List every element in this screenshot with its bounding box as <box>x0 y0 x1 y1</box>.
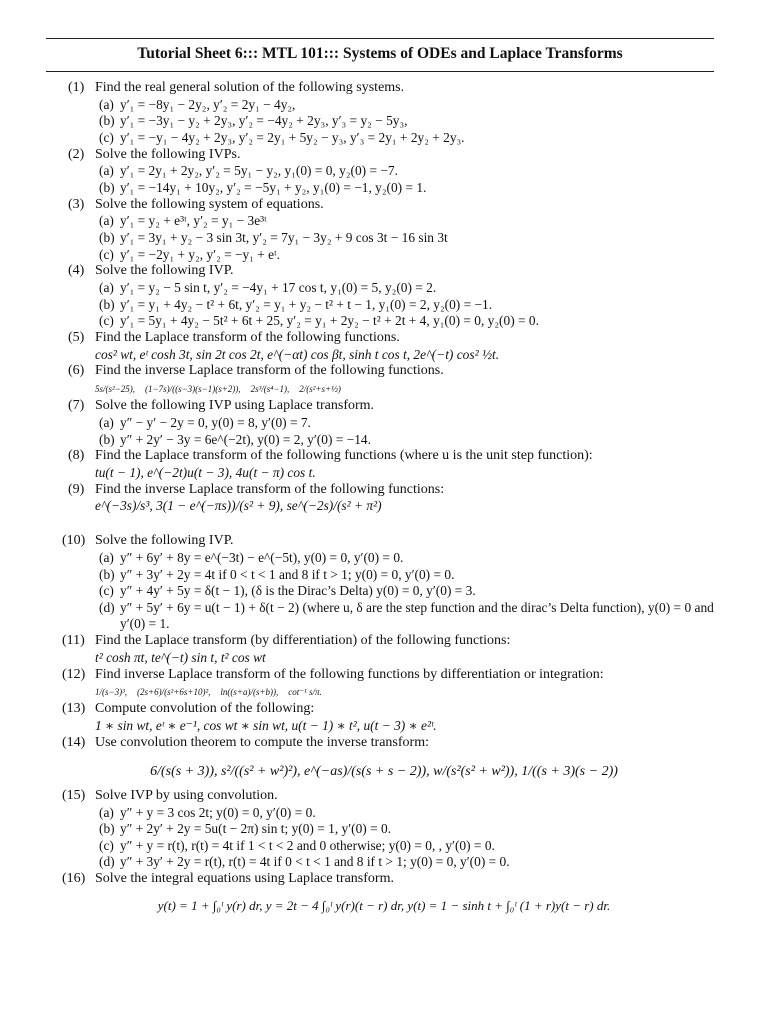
item-text: y′₁ = 2y₁ + 2y₂, y′₂ = 5y₁ − y₂, y₁(0) = 0, y₂(0) = −7. <box>120 163 398 179</box>
problem-number: (9) <box>68 481 85 497</box>
item-label: (b) <box>99 229 115 245</box>
item-label: (d) <box>99 854 115 870</box>
fraction: 2/(s²+s+½) <box>299 384 341 395</box>
problem-number: (14) <box>62 735 86 751</box>
problem-3 <box>0 197 768 264</box>
problem-statement: Solve the following IVP. <box>95 533 234 549</box>
problem-number: (13) <box>62 701 86 717</box>
function-list: tu(t − 1), e^(−2t)u(t − 3), 4u(t − π) cos t. <box>95 464 316 480</box>
problem-statement: Use convolution theorem to compute the inverse transform: <box>95 735 429 751</box>
problem-statement: Solve IVP by using convolution. <box>95 787 278 803</box>
problem-13 <box>0 701 768 735</box>
item-text: y″ + 2y′ − 3y = 6e^(−2t), y(0) = 2, y′(0) = −14. <box>120 431 371 447</box>
fraction: (1−7s)/((s−3)(s−1)(s+2)), <box>145 384 241 395</box>
item-text: y′₁ = y₁ + 4y₂ − t² + 6t, y′₂ = y₁ + y₂ − t² + t − 1, y₁(0) = 2, y₂(0) = −1. <box>120 296 493 312</box>
item-text: y′₁ = −3y₁ − y₂ + 2y₃, y′₂ = −4y₂ + 2y₃, y′₃ = y₂ − 5y₃, <box>120 113 408 129</box>
fraction: cot⁻¹ s/π. <box>288 687 322 698</box>
problem-statement: Find the Laplace transform (by differentiation) of the following functions: <box>95 633 511 649</box>
fraction: 5s/(s²−25), <box>95 384 136 395</box>
problem-number: (5) <box>68 329 85 345</box>
fraction: (2s+6)/(s²+6s+10)², <box>137 687 211 698</box>
problem-statement: Solve the integral equations using Laplace transform. <box>95 871 394 886</box>
section-gap <box>0 515 768 533</box>
problem-statement: Find the real general solution of the following systems. <box>95 80 405 95</box>
item-label: (a) <box>99 550 114 566</box>
item-label: (c) <box>99 129 114 145</box>
header-rule-bottom <box>46 71 714 72</box>
integral-equations: y(t) = 1 + ∫₀ᵗ y(r) dr, y = 2t − 4 ∫₀ᵗ y(r)(t − r) dr, y(t) = 1 − sinh t + ∫₀ᵗ (1 + r)y(t − r) dr. <box>157 897 611 913</box>
problem-statement: Find the Laplace transform of the following functions (where u is the unit step function): <box>95 448 593 464</box>
item-text: y′₁ = −y₁ − 4y₂ + 2y₃, y′₂ = 2y₁ + 5y₂ − y₃, y′₃ = 2y₁ + 2y₂ + 2y₃. <box>120 129 465 145</box>
display-equation: 6/(s(s + 3)), s²/((s² + w²)²), e^(−as)/(s(s + s − 2)), w/(s²(s² + w²)), 1/((s + 3)(s − 2)) <box>150 763 618 779</box>
problem-number: (10) <box>62 533 86 549</box>
problem-statement: Compute convolution of the following: <box>95 701 315 717</box>
item-label: (a) <box>99 163 114 179</box>
problem-number: (16) <box>62 871 86 886</box>
problem-11 <box>0 633 768 667</box>
problem-2 <box>0 147 768 197</box>
problem-6 <box>0 363 768 398</box>
problem-number: (4) <box>68 263 85 279</box>
item-text: y″ + 3y′ + 2y = r(t), r(t) = 4t if 0 < t < 1 and 8 if t > 1; y(0) = 0, y′(0) = 0. <box>120 854 510 870</box>
item-label: (a) <box>99 213 114 229</box>
item-text: y′₁ = 5y₁ + 4y₂ − 5t² + 6t + 25, y′₂ = y₁ + 2y₂ − t² + 2t + 4, y₁(0) = 0, y₂(0) = 0. <box>120 313 539 329</box>
item-label: (b) <box>99 179 115 195</box>
fraction-list <box>0 380 768 398</box>
item-text: y″ + y = r(t), r(t) = 4t if 1 < t < 2 and 0 otherwise; y(0) = 0, , y′(0) = 0. <box>120 837 495 853</box>
problem-8 <box>0 448 768 482</box>
item-label: (b) <box>99 566 115 582</box>
problem-10 <box>0 533 768 633</box>
item-text: y′₁ = −2y₁ + y₂, y′₂ = −y₁ + eᵗ. <box>120 246 281 262</box>
problem-12 <box>0 667 768 702</box>
function-list: cos² wt, eᵗ cosh 3t, sin 2t cos 2t, e^(−αt) cos βt, sinh t cos t, 2e^(−t) cos² ½t. <box>95 346 500 362</box>
item-label: (b) <box>99 821 115 837</box>
item-text: y′₁ = y₂ + e³ᵗ, y′₂ = y₁ − 3e³ᵗ <box>120 213 267 229</box>
problem-number: (1) <box>68 80 85 95</box>
fraction-list <box>0 683 768 701</box>
item-text: y″ + 4y′ + 5y = δ(t − 1), (δ is the Dirac’s Delta) y(0) = 0, y′(0) = 3. <box>120 583 476 599</box>
item-label: (a) <box>99 804 114 820</box>
problem-14 <box>0 735 768 788</box>
problem-number: (12) <box>62 666 86 682</box>
item-text: y″ + 2y′ + 2y = 5u(t − 2π) sin t; y(0) = 1, y′(0) = 0. <box>120 821 392 837</box>
problem-7 <box>0 398 768 448</box>
fraction: ln((s+a)/(s+b)), <box>220 687 279 698</box>
problem-16 <box>0 871 768 916</box>
fraction: 1/(s−3)³, <box>95 687 128 698</box>
item-label: (c) <box>99 246 114 262</box>
item-text: y′₁ = 3y₁ + y₂ − 3 sin 3t, y′₂ = 7y₁ − 3y₂ + 9 cos 3t − 16 sin 3t <box>120 229 448 245</box>
problem-5 <box>0 330 768 364</box>
problem-statement: Solve the following IVP. <box>95 263 234 279</box>
item-text: y′₁ = y₂ − 5 sin t, y′₂ = −4y₁ + 17 cos t, y₁(0) = 5, y₂(0) = 2. <box>120 279 437 295</box>
problem-9 <box>0 482 768 516</box>
item-label: (b) <box>99 113 115 129</box>
item-label: (d) <box>99 599 115 615</box>
item-label: (c) <box>99 313 114 329</box>
problem-statement: Solve the following IVP using Laplace transform. <box>95 398 375 414</box>
item-text: y′₁ = −8y₁ − 2y₂, y′₂ = 2y₁ − 4y₂, <box>120 96 296 112</box>
problem-statement: Find the Laplace transform of the following functions. <box>95 329 400 345</box>
problem-number: (8) <box>68 448 85 464</box>
problem-statement: Find the inverse Laplace transform of the following functions: <box>95 481 445 497</box>
function-list: 1 ∗ sin wt, eᵗ ∗ e⁻¹, cos wt ∗ sin wt, u(t − 1) ∗ t², u(t − 3) ∗ e²ᵗ. <box>95 718 437 734</box>
problem-15 <box>0 788 768 871</box>
item-text: y″ + y = 3 cos 2t; y(0) = 0, y′(0) = 0. <box>120 804 316 820</box>
fraction: 2s³/(s⁴−1), <box>250 384 290 395</box>
item-text: y″ − y′ − 2y = 0, y(0) = 8, y′(0) = 7. <box>120 414 311 430</box>
item-label: (a) <box>99 96 114 112</box>
problem-number: (15) <box>62 787 86 803</box>
problem-statement: Find inverse Laplace transform of the following functions by differentiation or integration: <box>95 666 604 682</box>
problem-number: (7) <box>68 398 85 414</box>
item-label: (c) <box>99 583 114 599</box>
header-rule-top <box>46 38 714 39</box>
item-label: (b) <box>99 296 115 312</box>
problem-number: (6) <box>68 363 85 379</box>
item-label: (a) <box>99 414 114 430</box>
problem-number: (3) <box>68 196 85 212</box>
item-text: y″ + 3y′ + 2y = 4t if 0 < t < 1 and 8 if t > 1; y(0) = 0, y′(0) = 0. <box>120 566 455 582</box>
problem-number: (2) <box>68 146 85 162</box>
problem-statement: Solve the following system of equations. <box>95 196 324 212</box>
problem-4 <box>0 263 768 330</box>
item-label: (a) <box>99 279 114 295</box>
problem-statement: Find the inverse Laplace transform of the following functions. <box>95 363 444 379</box>
item-text: y″ + 5y′ + 6y = u(t − 1) + δ(t − 2) (where u, δ are the step function and the dirac’s Delta function), y(0) = 0 and y′(0) = 1. <box>120 599 714 632</box>
item-label: (b) <box>99 431 115 447</box>
problem-number: (11) <box>62 633 85 649</box>
item-label: (c) <box>99 837 114 853</box>
item-text: y″ + 6y′ + 8y = e^(−3t) − e^(−5t), y(0) = 0, y′(0) = 0. <box>120 550 404 566</box>
function-list: t² cosh πt, te^(−t) sin t, t² cos wt <box>95 649 266 665</box>
problem-statement: Solve the following IVPs. <box>95 146 241 162</box>
item-text: y′₁ = −14y₁ + 10y₂, y′₂ = −5y₁ + y₂, y₁(0) = −1, y₂(0) = 1. <box>120 179 427 195</box>
problem-list <box>0 80 768 916</box>
function-list: e^(−3s)/s³, 3(1 − e^(−πs))/(s² + 9), se^(−2s)/(s² + π²) <box>95 498 382 514</box>
problem-1 <box>0 80 768 147</box>
sheet-title: Tutorial Sheet 6::: MTL 101::: Systems of ODEs and Laplace Transforms <box>137 45 623 62</box>
